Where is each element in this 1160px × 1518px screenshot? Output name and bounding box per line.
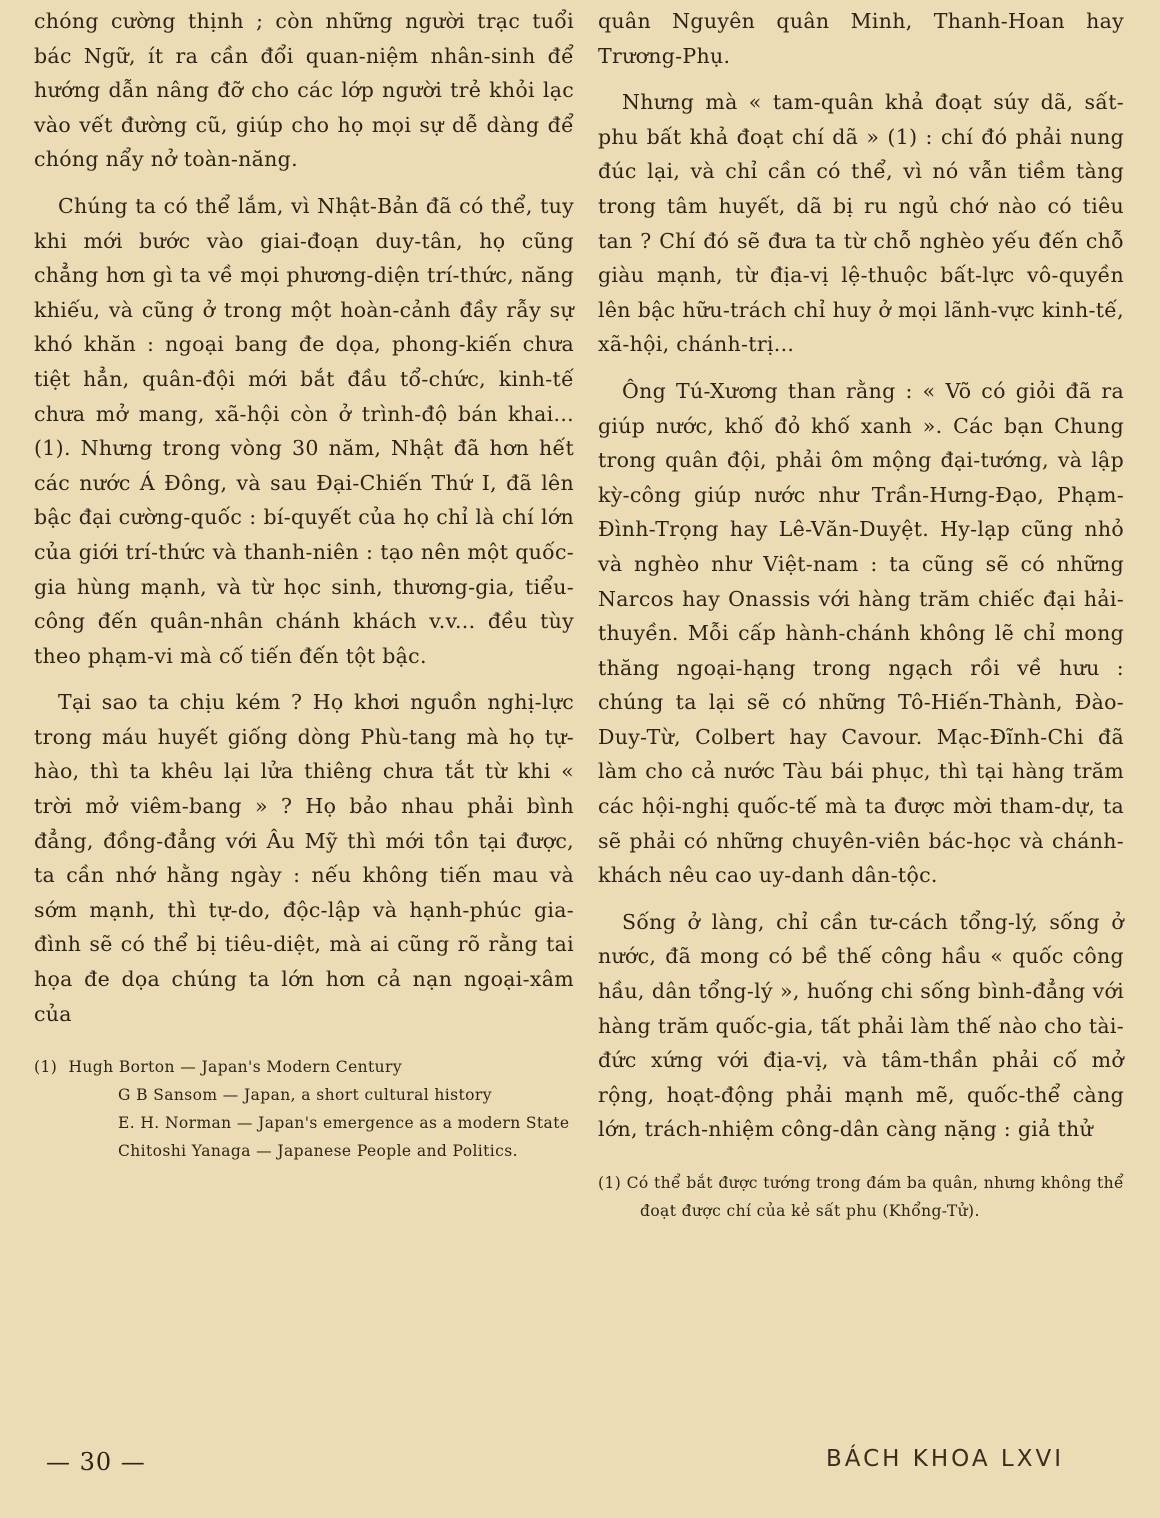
right-paragraph-2: Nhưng mà « tam-quân khả đoạt súy dã, sất-phu bất khả đoạt chí dã » (1) : chí đó phải nung đúc lại, và chỉ cần có thể, vì nó vẫn tiềm tàng trong tâm huyết, dã bị ru ngủ chớ nào có tiêu tan ? Chí đó sẽ đưa ta từ chỗ nghèo yếu đến chỗ giàu mạnh, từ địa-vị lệ-thuộc bất-lực vô-quyền lên bậc hữu-trách chỉ huy ở mọi lãnh-vực kinh-tế, xã-hội, chánh-trị... — [598, 90, 1124, 357]
left-paragraph-2: Chúng ta có thể lắm, vì Nhật-Bản đã có thể, tuy khi mới bước vào giai-đoạn duy-tân, họ cũng chẳng hơn gì ta về mọi phương-diện trí-thức, năng khiếu, và cũng ở trong một hoàn-cảnh đầy rẫy sự khó khăn : ngoại bang đe dọa, phong-kiến chưa tiệt hẳn, quân-đội mới bắt đầu tổ-chức, kinh-tế chưa mở mang, xã-hội còn ở trình-độ bán khai... (1). Nhưng trong vòng 30 năm, Nhật đã hơn hết các nước Á Đông, và sau Đại-Chiến Thứ I, đã lên bậc đại cường-quốc : bí-quyết của họ chỉ là chí lớn của giới trí-thức và thanh-niên : tạo nên một quốc-gia hùng mạnh, và từ học sinh, thương-gia, tiểu-công đến quân-nhân chánh khách v.v... đều tùy theo phạm-vi mà cố tiến đến tột bậc. — [34, 193, 574, 668]
footnote-ref-2: G B Sansom — Japan, a short cultural history — [118, 1086, 492, 1105]
running-head: BÁCH KHOA LXVI — [826, 1446, 1064, 1472]
footnote-ref-1: Hugh Borton — Japan's Modern Century — [68, 1058, 402, 1077]
footnote-marker: (1) — [34, 1058, 58, 1077]
right-paragraph-1: quân Nguyên quân Minh, Thanh-Hoan hay Trương-Phụ. — [598, 9, 1124, 68]
left-footnote — [34, 1053, 574, 1165]
left-paragraph-3: Tại sao ta chịu kém ? Họ khơi nguồn nghị-lực trong máu huyết giống dòng Phù-tang mà họ tự-hào, thì ta khêu lại lửa thiêng chưa tắt từ khi « trời mở viêm-bang » ? Họ bảo nhau phải bình đẳng, đồng-đẳng với Âu Mỹ thì mới tồn tại được, ta cần nhớ hằng ngày : nếu không tiến mau và sớm mạnh, thì tự-do, độc-lập và hạnh-phúc gia-đình sẽ có thể bị tiêu-diệt, mà ai cũng rõ rằng tai họa đe dọa chúng ta lớn hơn cả nạn ngoại-xâm của — [34, 690, 574, 1026]
page-number: — 30 — — [46, 1448, 146, 1476]
left-paragraph-1: chóng cường thịnh ; còn những người trạc tuổi bác Ngữ, ít ra cần đổi quan-niệm nhân-sinh để hướng dẫn nâng đỡ cho các lớp người trẻ khỏi lạc vào vết đường cũ, giúp cho họ mọi sự dễ dàng để chóng nẩy nở toàn-năng. — [34, 9, 574, 172]
footnote-ref-4: Chitoshi Yanaga — Japanese People and Politics. — [118, 1142, 518, 1161]
left-column — [34, 4, 574, 1165]
right-paragraph-3: Ông Tú-Xương than rằng : « Võ có giỏi đã ra giúp nước, khố đỏ khố xanh ». Các bạn Chung trong quân đội, phải ôm mộng đại-tướng, và lập kỳ-công giúp nước như Trần-Hưng-Đạo, Phạm-Đình-Trọng hay Lê-Văn-Duyệt. Hy-lạp cũng nhỏ và nghèo như Việt-nam : ta cũng sẽ có những Narcos hay Onassis với hàng trăm chiếc đại hải-thuyền. Mỗi cấp hành-chánh không lẽ chỉ mong thăng ngoại-hạng trong ngạch rồi về hưu : chúng ta lại sẽ có những Tô-Hiến-Thành, Đào-Duy-Từ, Colbert hay Cavour. Mạc-Đĩnh-Chi đã làm cho cả nước Tàu bái phục, thì tại hàng trăm các hội-nghị quốc-tế mà ta được mời tham-dự, ta sẽ phải có những chuyên-viên bác-học và chánh-khách nêu cao uy-danh dân-tộc. — [598, 378, 1124, 888]
right-footnote: (1) Có thể bắt được tướng trong đám ba quân, nhưng không thể đoạt được chí của kẻ sất phu (Khổng-Tử). — [598, 1174, 1124, 1220]
footnote-ref-3: E. H. Norman — Japan's emergence as a modern State — [118, 1114, 570, 1133]
right-paragraph-4: Sống ở làng, chỉ cần tư-cách tổng-lý, sống ở nước, đã mong có bề thế công hầu « quốc công hầu, dân tổng-lý », huống chi sống bình-đẳng với hàng trăm quốc-gia, tất phải làm thế nào cho tài-đức xứng với địa-vị, và tâm-thần phải cố mở rộng, hoạt-động phải mạnh mẽ, quốc-thể càng lớn, trách-nhiệm công-dân càng nặng : giả thử — [598, 909, 1124, 1142]
right-column — [598, 4, 1124, 1225]
